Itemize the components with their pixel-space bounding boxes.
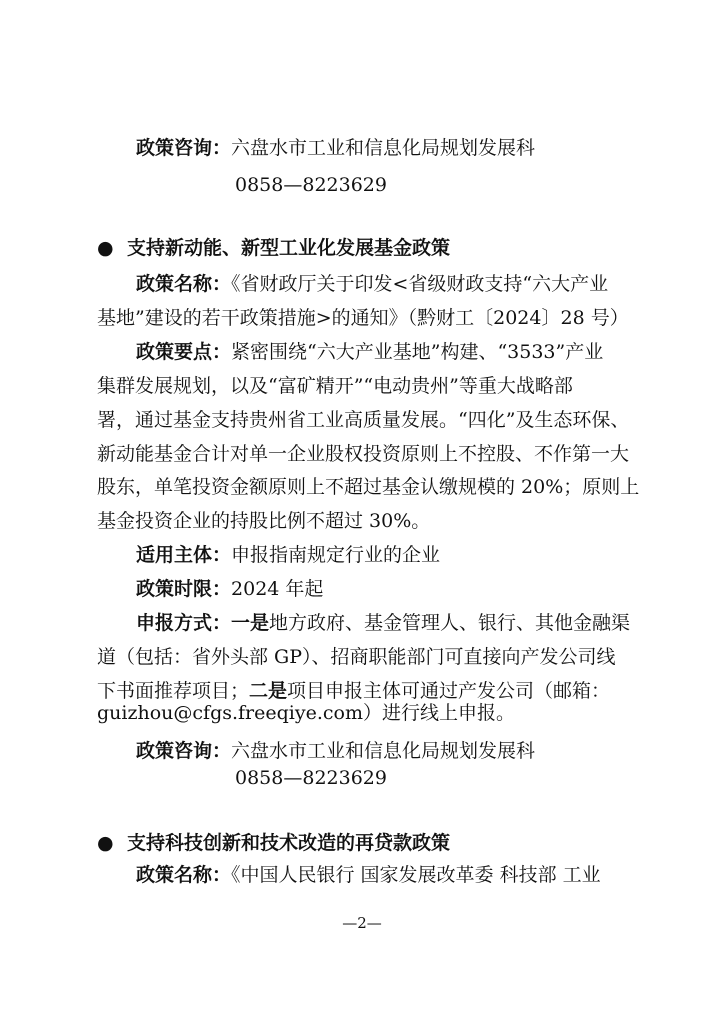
heading-text: 支持新动能、新型工业化发展基金政策 bbox=[127, 237, 451, 259]
policy-name-label: 政策名称： bbox=[136, 273, 232, 295]
policy-name-cont: 基地”建设的若干政策措施>的通知》（黔财工〔2024〕28 号） bbox=[97, 307, 629, 329]
apply-method-second: 二是 bbox=[249, 680, 288, 702]
consult-line-2 bbox=[136, 738, 676, 764]
policy-points-text: 紧密围绕“六大产业基地”构建、“3533”产业 bbox=[231, 341, 604, 363]
policy-name-line-2 bbox=[136, 862, 676, 888]
consult-phone-2: 0858—8223629 bbox=[235, 767, 387, 789]
consult-text-2: 六盘水市工业和信息化局规划发展科 bbox=[231, 740, 536, 762]
policy-name-text-2: 《中国人民银行 国家发展改革委 科技部 工业 bbox=[231, 864, 601, 886]
policy-points-cont-3: 新动能基金合计对单一企业股权投资原则上不控股、不作第一大 bbox=[97, 443, 630, 465]
policy-points-cont-1: 集群发展规划，以及“富矿精开”“电动贵州”等重大战略部 bbox=[97, 375, 573, 397]
section-heading-relending bbox=[97, 830, 637, 856]
applicable-subject-text: 申报指南规定行业的企业 bbox=[231, 544, 441, 566]
consult-phone-1: 0858—8223629 bbox=[235, 174, 387, 196]
apply-method-cont-3: guizhou@cfgs.freeqiye.com）进行线上申报。 bbox=[97, 702, 515, 724]
policy-points-cont-5: 基金投资企业的持股比例不超过 30%。 bbox=[97, 510, 431, 532]
consult-line-1 bbox=[136, 135, 676, 161]
policy-period-text: 2024 年起 bbox=[231, 578, 324, 600]
apply-method-cont-2b: 项目申报主体可通过产发公司（邮箱： bbox=[287, 680, 611, 702]
policy-points-line bbox=[136, 339, 676, 365]
apply-method-first: 一是 bbox=[231, 612, 270, 634]
apply-method-cont-1: 道（包括：省外头部 GP）、招商职能部门可直接向产发公司线 bbox=[97, 646, 616, 668]
policy-period-line bbox=[136, 576, 676, 602]
apply-method-cont-2a: 下书面推荐项目； bbox=[97, 680, 250, 702]
applicable-subject-label: 适用主体： bbox=[136, 544, 232, 566]
policy-points-cont-2: 署，通过基金支持贵州省工业高质量发展。“四化”及生态环保、 bbox=[97, 409, 630, 431]
policy-name-text: 《省财政厅关于印发<省级财政支持“六大产业 bbox=[231, 273, 609, 295]
bullet-icon: ● bbox=[97, 832, 114, 854]
policy-period-label: 政策时限： bbox=[136, 578, 232, 600]
applicable-subject-line bbox=[136, 542, 676, 568]
heading-text-2: 支持科技创新和技术改造的再贷款政策 bbox=[127, 832, 451, 854]
policy-points-label: 政策要点： bbox=[136, 341, 232, 363]
section-heading-fund bbox=[97, 235, 637, 261]
policy-points-cont-4: 股东，单笔投资金额原则上不超过基金认缴规模的 20%；原则上 bbox=[97, 476, 640, 498]
policy-name-line bbox=[136, 271, 676, 297]
consult-text: 六盘水市工业和信息化局规划发展科 bbox=[231, 137, 536, 159]
consult-label-2: 政策咨询： bbox=[136, 740, 232, 762]
apply-method-label: 申报方式： bbox=[136, 612, 232, 634]
page-number: —2— bbox=[342, 914, 382, 932]
bullet-icon: ● bbox=[97, 237, 114, 259]
policy-name-label-2: 政策名称： bbox=[136, 864, 232, 886]
consult-label: 政策咨询： bbox=[136, 137, 232, 159]
apply-method-line bbox=[136, 610, 676, 636]
apply-method-text: 地方政府、基金管理人、银行、其他金融渠 bbox=[269, 612, 631, 634]
